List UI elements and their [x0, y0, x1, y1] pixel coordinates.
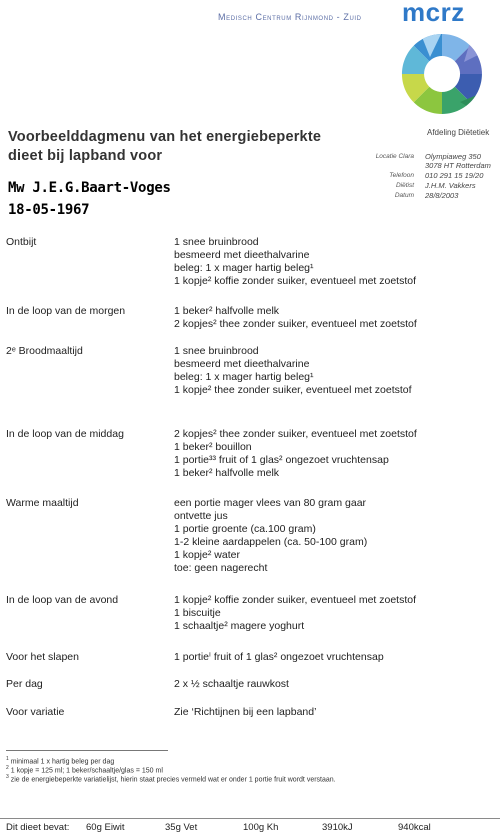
menu-line: 1 snee bruinbrood	[174, 345, 259, 357]
menu-line: 1 beker² halfvolle melk	[174, 305, 280, 317]
meal-label: In de loop van de middag	[6, 428, 124, 440]
total-kcal: 940kcal	[398, 822, 431, 833]
footnote-3	[6, 774, 336, 783]
title-line-1: Voorbeelddagmenu van het energiebeperkte	[8, 129, 322, 145]
footnote-text: zie de energiebeperkte variatielijst, hierin staat precies vermeld wat er onder 1 portie fruit wordt verstaan.	[8, 776, 336, 784]
menu-line: besmeerd met dieethalvarine	[174, 249, 310, 261]
menu-line: 2 kopjes² thee zonder suiker, eventueel met zoetstof	[174, 318, 417, 330]
contact-date: 28/8/2003	[425, 191, 459, 200]
meal-label: Voor variatie	[6, 706, 65, 718]
menu-line: besmeerd met dieethalvarine	[174, 358, 310, 370]
menu-line: 1 biscuitje	[174, 607, 221, 619]
organisation-name: Medisch Centrum Rijnmond - Zuid	[218, 12, 362, 22]
contact-postcode: 3078 HT Rotterdam	[425, 161, 491, 170]
meal-label: In de loop van de avond	[6, 594, 119, 606]
menu-line: 1 beker² halfvolle melk	[174, 467, 280, 479]
menu-line: 1 portie³³ fruit of 1 glas² ongezoet vruchtensap	[174, 454, 389, 466]
meal-label: 2ᵉ Broodmaaltijd	[6, 345, 83, 357]
meal-label: Per dag	[6, 678, 43, 690]
meal-label: Voor het slapen	[6, 651, 79, 663]
meal-label: In de loop van de morgen	[6, 305, 126, 317]
menu-line: 1 portie groente (ca.100 gram)	[174, 523, 316, 535]
menu-line: ontvette jus	[174, 510, 228, 522]
contact-phone: 010 291 15 19/20	[425, 171, 484, 180]
contact-label-phone: Telefoon	[389, 172, 414, 179]
contact-label-location: Locatie Clara	[375, 153, 414, 160]
contact-address: Olympiaweg 350	[425, 152, 481, 161]
brand-logotype: mcrz	[402, 0, 465, 27]
contact-dietist: J.H.M. Vakkers	[425, 181, 476, 190]
logo-mosaic-ring	[400, 32, 484, 116]
footnote-text: 1 kopje = 125 ml; 1 beker/schaaltje/glas = 150 ml	[8, 767, 163, 775]
menu-line: 1 kopje² koffie zonder suiker, eventueel met zoetstof	[174, 275, 417, 287]
total-kj: 3910kJ	[322, 822, 353, 833]
menu-line: 1 beker² bouillon	[174, 441, 252, 453]
menu-line: 1 snee bruinbrood	[174, 236, 259, 248]
title-line-2: dieet bij lapband voor	[8, 148, 163, 164]
document-title	[8, 128, 348, 166]
footnote-2	[6, 765, 163, 774]
footnote-divider	[6, 750, 168, 751]
footnote-mark: 1	[6, 756, 9, 762]
contact-label-dietist: Diëtist	[395, 182, 414, 189]
menu-line: 1 kopje² thee zonder suiker, eventueel met zoetstof	[174, 384, 412, 396]
menu-line: 1-2 kleine aardappelen (ca. 50-100 gram)	[174, 536, 368, 548]
footnote-mark: 2	[6, 765, 9, 771]
footnote-1	[6, 756, 114, 765]
total-kh: 100g Kh	[243, 822, 279, 833]
contact-label-date: Datum	[394, 192, 414, 199]
totals-label: Dit dieet bevat:	[6, 822, 70, 833]
menu-line: beleg: 1 x mager hartig beleg¹	[174, 262, 314, 274]
menu-line: beleg: 1 x mager hartig beleg¹	[174, 371, 314, 383]
menu-line: 1 kopje² water	[174, 549, 240, 561]
patient-block	[8, 177, 171, 221]
totals-divider	[0, 818, 500, 819]
total-vet: 35g Vet	[165, 822, 198, 833]
patient-birthdate: 18-05-1967	[8, 202, 90, 218]
menu-line: Zie ‘Richtijnen bij een lapband’	[174, 706, 317, 718]
meal-label: Ontbijt	[6, 236, 37, 248]
footnote-text: minimaal 1 x hartig beleg per dag	[8, 758, 115, 766]
menu-line: 1 kopje² koffie zonder suiker, eventueel met zoetstof	[174, 594, 417, 606]
menu-line: 1 portieⁱ fruit of 1 glas² ongezoet vruchtensap	[174, 651, 384, 663]
department-name: Afdeling Diëtetiek	[427, 128, 490, 137]
patient-name: Mw J.E.G.Baart-Voges	[8, 180, 171, 196]
menu-line: 1 schaaltje² magere yoghurt	[174, 620, 305, 632]
footnote-mark: 3	[6, 774, 9, 780]
menu-line: toe: geen nagerecht	[174, 562, 268, 574]
meal-label: Warme maaltijd	[6, 497, 79, 509]
menu-line: 2 x ½ schaaltje rauwkost	[174, 678, 289, 690]
menu-line: 2 kopjes² thee zonder suiker, eventueel met zoetstof	[174, 428, 417, 440]
menu-line: een portie mager vlees van 80 gram gaar	[174, 497, 367, 509]
total-eiwit: 60g Eiwit	[86, 822, 125, 833]
